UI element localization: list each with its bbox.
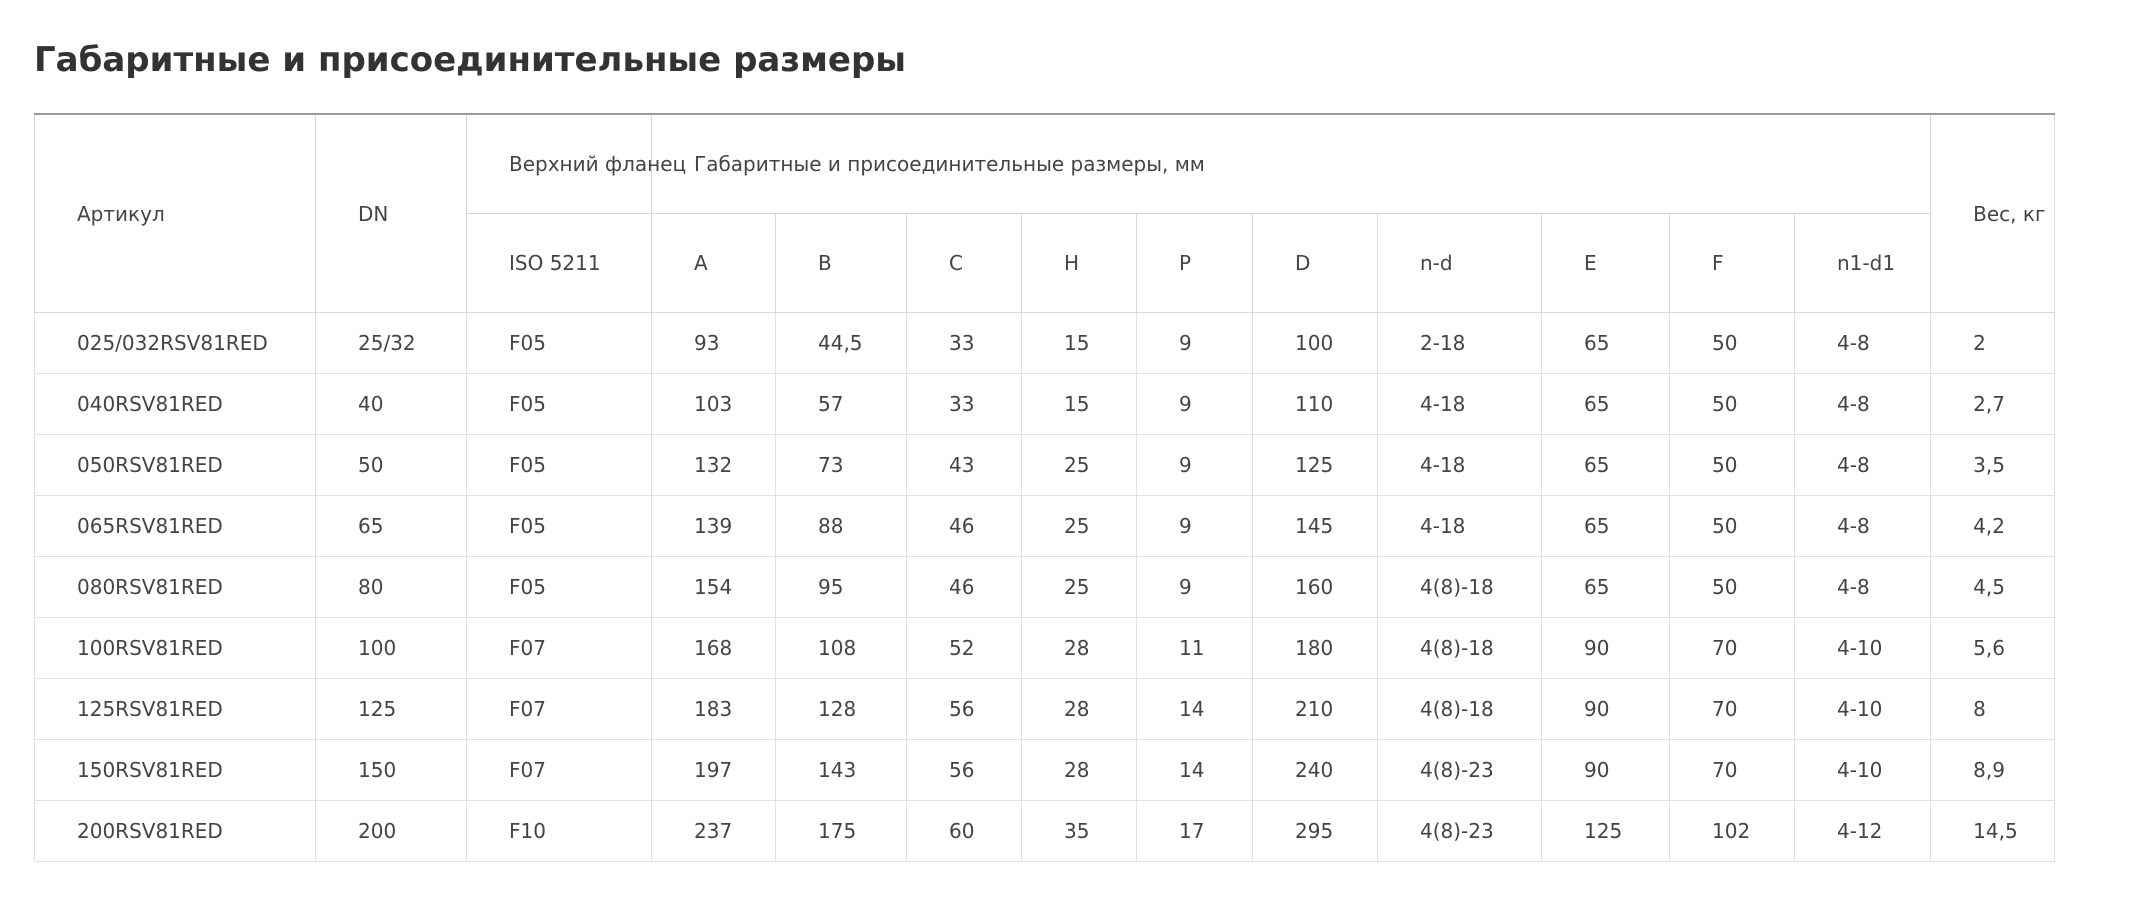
cell-f: 50 [1670,496,1795,557]
cell-p: 14 [1137,740,1253,801]
table-row [35,740,2055,801]
header-weight: Вес, кг [1931,114,2055,313]
cell-flange: F05 [467,374,652,435]
cell-weight: 8,9 [1931,740,2055,801]
cell-a: 132 [652,435,776,496]
header-p: P [1137,214,1253,313]
cell-n1d1: 4-8 [1795,557,1931,618]
cell-n1d1: 4-10 [1795,740,1931,801]
cell-flange: F10 [467,801,652,862]
cell-c: 33 [907,374,1022,435]
cell-nd: 4(8)-18 [1378,679,1542,740]
cell-f: 50 [1670,435,1795,496]
cell-weight: 14,5 [1931,801,2055,862]
cell-sku: 065RSV81RED [35,496,316,557]
cell-e: 65 [1542,435,1670,496]
cell-e: 65 [1542,557,1670,618]
header-f: F [1670,214,1795,313]
cell-b: 108 [776,618,907,679]
cell-d: 240 [1253,740,1378,801]
cell-a: 197 [652,740,776,801]
cell-sku: 040RSV81RED [35,374,316,435]
cell-sku: 100RSV81RED [35,618,316,679]
cell-e: 90 [1542,679,1670,740]
cell-nd: 2-18 [1378,313,1542,374]
cell-c: 56 [907,740,1022,801]
cell-dn: 200 [316,801,467,862]
cell-sku: 150RSV81RED [35,740,316,801]
cell-h: 25 [1022,496,1137,557]
cell-flange: F05 [467,557,652,618]
cell-dn: 25/32 [316,313,467,374]
table-body [35,313,2055,862]
cell-dn: 40 [316,374,467,435]
cell-weight: 4,2 [1931,496,2055,557]
cell-c: 46 [907,496,1022,557]
cell-p: 14 [1137,679,1253,740]
cell-n1d1: 4-10 [1795,618,1931,679]
cell-a: 237 [652,801,776,862]
cell-dn: 125 [316,679,467,740]
cell-b: 143 [776,740,907,801]
cell-e: 90 [1542,740,1670,801]
cell-flange: F07 [467,618,652,679]
cell-flange: F05 [467,496,652,557]
cell-b: 73 [776,435,907,496]
cell-sku: 025/032RSV81RED [35,313,316,374]
header-sku: Артикул [35,114,316,313]
header-dn: DN [316,114,467,313]
cell-weight: 4,5 [1931,557,2055,618]
cell-nd: 4(8)-18 [1378,618,1542,679]
cell-c: 33 [907,313,1022,374]
cell-p: 11 [1137,618,1253,679]
cell-dn: 65 [316,496,467,557]
header-flange-top: Верхний фланец [467,114,652,214]
table-row [35,435,2055,496]
cell-c: 46 [907,557,1022,618]
cell-d: 110 [1253,374,1378,435]
cell-dn: 150 [316,740,467,801]
cell-d: 295 [1253,801,1378,862]
cell-flange: F05 [467,435,652,496]
cell-weight: 8 [1931,679,2055,740]
cell-h: 28 [1022,679,1137,740]
cell-f: 70 [1670,618,1795,679]
header-h: H [1022,214,1137,313]
cell-n1d1: 4-8 [1795,374,1931,435]
cell-h: 28 [1022,740,1137,801]
cell-d: 100 [1253,313,1378,374]
dimensions-table [34,113,2055,862]
table-row [35,801,2055,862]
cell-e: 65 [1542,374,1670,435]
cell-h: 35 [1022,801,1137,862]
cell-c: 43 [907,435,1022,496]
table-row [35,496,2055,557]
table-row [35,313,2055,374]
cell-h: 25 [1022,557,1137,618]
cell-n1d1: 4-8 [1795,313,1931,374]
cell-dn: 50 [316,435,467,496]
cell-a: 93 [652,313,776,374]
cell-c: 60 [907,801,1022,862]
header-b: B [776,214,907,313]
cell-dn: 100 [316,618,467,679]
cell-weight: 5,6 [1931,618,2055,679]
cell-b: 88 [776,496,907,557]
cell-flange: F07 [467,740,652,801]
cell-e: 125 [1542,801,1670,862]
cell-p: 9 [1137,374,1253,435]
cell-n1d1: 4-10 [1795,679,1931,740]
cell-b: 128 [776,679,907,740]
cell-h: 25 [1022,435,1137,496]
cell-c: 52 [907,618,1022,679]
cell-nd: 4-18 [1378,374,1542,435]
header-d: D [1253,214,1378,313]
table-row [35,679,2055,740]
cell-weight: 2 [1931,313,2055,374]
cell-p: 9 [1137,313,1253,374]
cell-a: 154 [652,557,776,618]
cell-nd: 4-18 [1378,435,1542,496]
header-n1d1: n1-d1 [1795,214,1931,313]
cell-f: 50 [1670,374,1795,435]
cell-p: 9 [1137,435,1253,496]
cell-h: 28 [1022,618,1137,679]
cell-h: 15 [1022,374,1137,435]
cell-a: 183 [652,679,776,740]
cell-n1d1: 4-12 [1795,801,1931,862]
cell-d: 125 [1253,435,1378,496]
table-header [35,114,2055,313]
cell-sku: 125RSV81RED [35,679,316,740]
cell-b: 44,5 [776,313,907,374]
table-row [35,618,2055,679]
cell-f: 50 [1670,313,1795,374]
cell-sku: 080RSV81RED [35,557,316,618]
cell-d: 210 [1253,679,1378,740]
cell-h: 15 [1022,313,1137,374]
header-e: E [1542,214,1670,313]
table-row [35,374,2055,435]
cell-flange: F05 [467,313,652,374]
cell-weight: 2,7 [1931,374,2055,435]
cell-nd: 4(8)-23 [1378,740,1542,801]
cell-e: 65 [1542,496,1670,557]
cell-flange: F07 [467,679,652,740]
cell-f: 70 [1670,740,1795,801]
cell-c: 56 [907,679,1022,740]
header-row-1 [35,114,2055,214]
cell-b: 175 [776,801,907,862]
cell-dn: 80 [316,557,467,618]
header-flange-standard: ISO 5211 [467,214,652,313]
cell-a: 103 [652,374,776,435]
cell-sku: 050RSV81RED [35,435,316,496]
table-row [35,557,2055,618]
page-title: Габаритные и присоединительные размеры [34,40,907,80]
cell-b: 57 [776,374,907,435]
cell-weight: 3,5 [1931,435,2055,496]
header-dimensions-group: Габаритные и присоединительные размеры, мм [652,114,1931,214]
header-c: C [907,214,1022,313]
cell-a: 139 [652,496,776,557]
header-a: A [652,214,776,313]
cell-f: 50 [1670,557,1795,618]
cell-e: 65 [1542,313,1670,374]
cell-d: 160 [1253,557,1378,618]
cell-d: 180 [1253,618,1378,679]
cell-p: 17 [1137,801,1253,862]
dimensions-table-container [34,113,2054,862]
cell-e: 90 [1542,618,1670,679]
cell-n1d1: 4-8 [1795,496,1931,557]
cell-nd: 4(8)-23 [1378,801,1542,862]
cell-n1d1: 4-8 [1795,435,1931,496]
cell-nd: 4(8)-18 [1378,557,1542,618]
cell-f: 70 [1670,679,1795,740]
cell-nd: 4-18 [1378,496,1542,557]
cell-p: 9 [1137,557,1253,618]
header-nd: n-d [1378,214,1542,313]
cell-f: 102 [1670,801,1795,862]
cell-sku: 200RSV81RED [35,801,316,862]
cell-a: 168 [652,618,776,679]
cell-p: 9 [1137,496,1253,557]
cell-d: 145 [1253,496,1378,557]
cell-b: 95 [776,557,907,618]
